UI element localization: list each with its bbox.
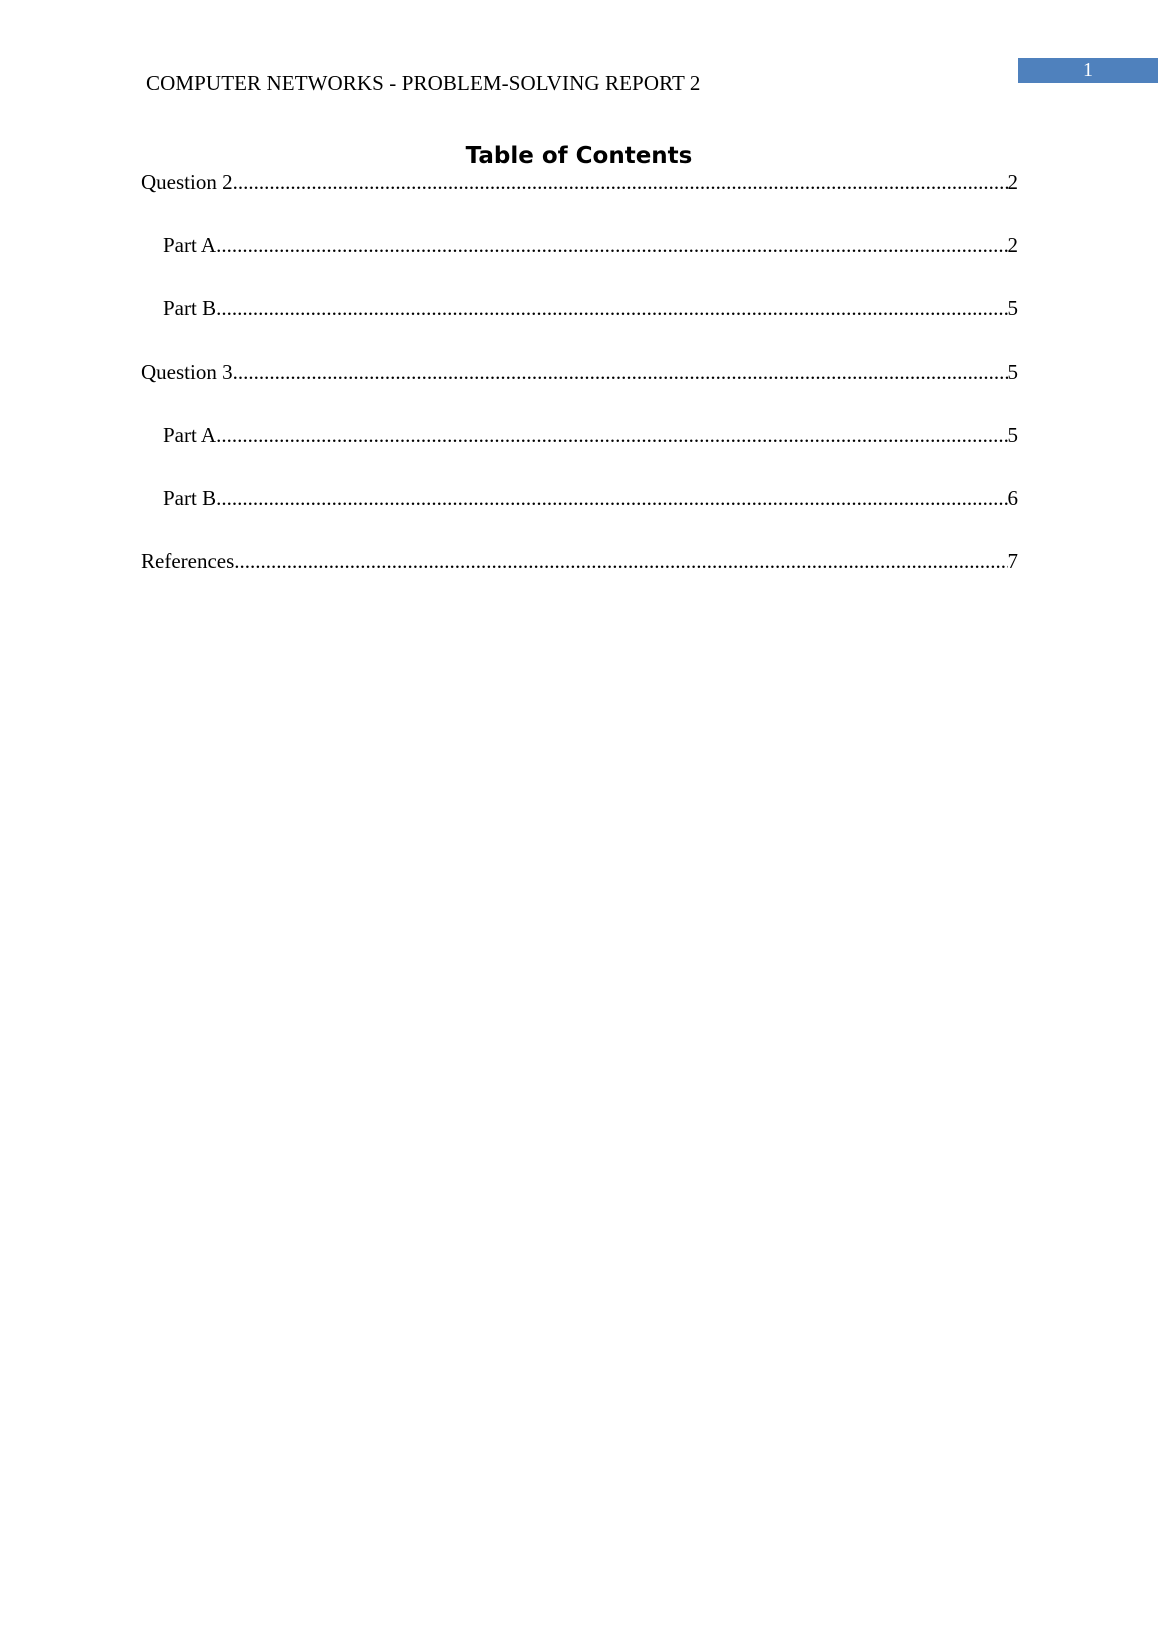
toc-entry-references[interactable] — [141, 546, 1018, 576]
toc-dot-leader — [234, 546, 1007, 576]
toc-dot-leader — [216, 293, 1007, 323]
toc-entry-question-2-part-a[interactable] — [163, 230, 1018, 260]
toc-entry-page: 5 — [1007, 296, 1018, 320]
toc-entry-label: Question 3 — [141, 360, 233, 384]
toc-entry-label: Part B — [163, 486, 217, 510]
running-header-title: COMPUTER NETWORKS - PROBLEM-SOLVING REPORT 2 — [146, 71, 701, 95]
toc-title: Table of Contents — [465, 143, 693, 169]
toc-dot-leader — [233, 357, 1008, 387]
toc-entry-label: Part A — [163, 423, 217, 447]
toc-entry-label: Part A — [163, 233, 217, 257]
toc-entry-label: Question 2 — [141, 170, 233, 194]
toc-entry-label: Part B — [163, 296, 217, 320]
toc-dot-leader — [216, 483, 1007, 513]
toc-entry-question-2[interactable] — [141, 167, 1018, 197]
toc-entry-page: 5 — [1007, 423, 1018, 447]
toc-entry-page: 6 — [1007, 486, 1018, 510]
toc-entry-question-3-part-a[interactable] — [163, 420, 1018, 450]
toc-entry-question-2-part-b[interactable] — [163, 293, 1018, 323]
page-number: 1 — [1083, 59, 1093, 81]
toc-dot-leader — [233, 167, 1008, 197]
toc-entry-page: 5 — [1007, 360, 1018, 384]
toc-entry-label: References — [141, 549, 235, 573]
toc-entry-page: 2 — [1007, 170, 1018, 194]
toc-entry-question-3[interactable] — [141, 357, 1018, 387]
page-number-badge — [1018, 58, 1158, 83]
toc-entry-page: 2 — [1007, 233, 1018, 257]
toc-entry-question-3-part-b[interactable] — [163, 483, 1018, 513]
toc-dot-leader — [216, 230, 1007, 260]
toc-entry-page: 7 — [1007, 549, 1018, 573]
toc-dot-leader — [216, 420, 1007, 450]
